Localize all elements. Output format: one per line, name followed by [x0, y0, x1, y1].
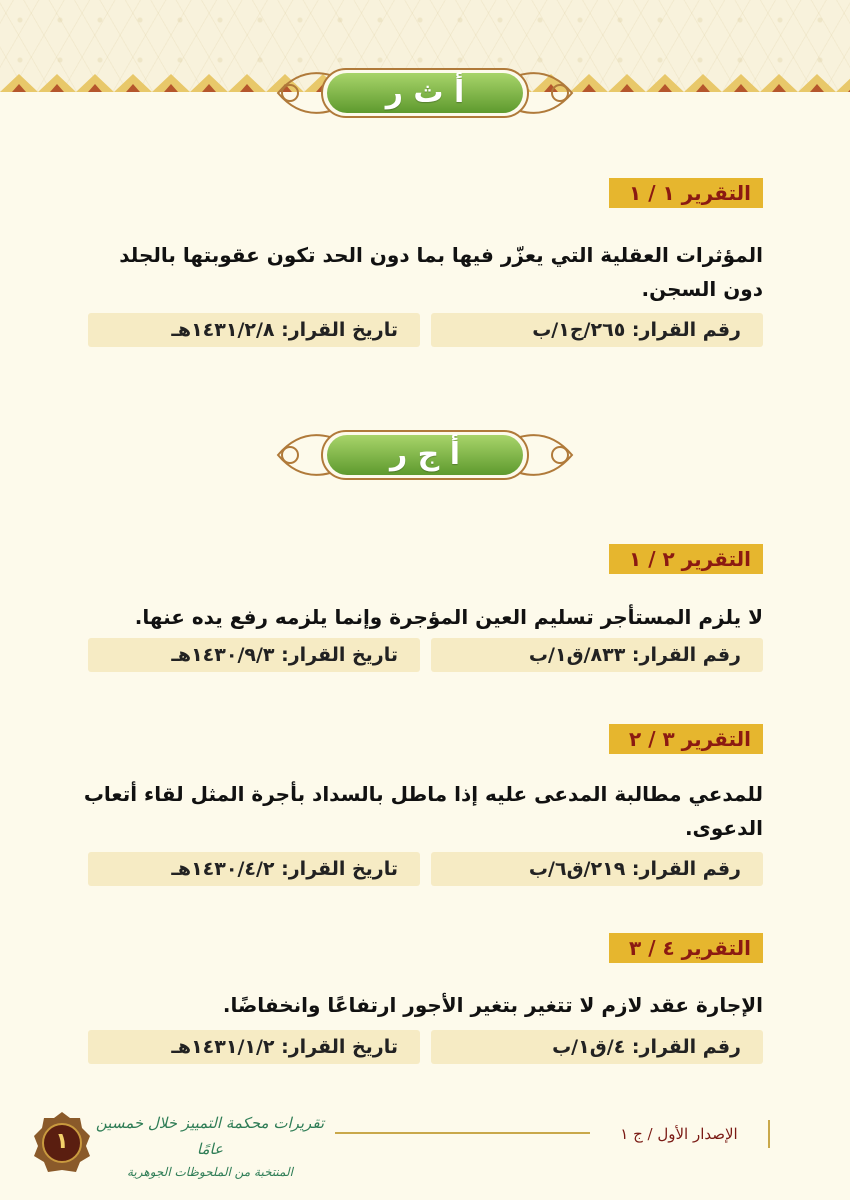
section-header-ajr	[270, 425, 580, 485]
ruling-title: التقرير ٣ / ٢	[609, 724, 763, 754]
page-number: ١	[55, 1129, 69, 1154]
ruling-text: للمدعي مطالبة المدعى عليه إذا ماطل بالسداد بأجرة المثل لقاء أتعاب الدعوى.	[83, 782, 763, 840]
decision-date: تاريخ القرار: ١٤٣٠/٩/٣هـ	[88, 638, 420, 672]
section-title: أ ث ر	[385, 75, 465, 110]
decision-number: رقم القرار: ٢١٩/ق٦/ب	[431, 852, 763, 886]
decision-date: تاريخ القرار: ١٤٣١/٢/٨هـ	[88, 313, 420, 347]
footer-logo	[95, 1110, 325, 1179]
ruling-title: التقرير ١ / ١	[609, 178, 763, 208]
ruling-title: التقرير ٤ / ٣	[609, 933, 763, 963]
logo-line-2: المنتخبة من الملحوظات الجوهرية	[127, 1165, 293, 1179]
logo-line-1: تقريرات محكمة التمييز خلال خمسين عامًا	[95, 1114, 325, 1158]
ruling-text: المؤثرات العقلية التي يعزّر فيها بما دون الحد تكون عقوبتها بالجلد دون السجن.	[119, 243, 763, 301]
section-title: أ ج ر	[389, 437, 461, 472]
decision-number: رقم القرار: ٤/ق١/ب	[431, 1030, 763, 1064]
decision-date: تاريخ القرار: ١٤٣٠/٤/٢هـ	[88, 852, 420, 886]
decision-number: رقم القرار: ٢٦٥/ج١/ب	[431, 313, 763, 347]
decision-date: تاريخ القرار: ١٤٣١/١/٢هـ	[88, 1030, 420, 1064]
ruling-text: لا يلزم المستأجر تسليم العين المؤجرة وإنما يلزمه رفع يده عنها.	[134, 605, 763, 629]
ruling-text: الإجارة عقد لازم لا تتغير بتغير الأجور ارتفاعًا وانخفاضًا.	[222, 993, 763, 1017]
section-header-athar	[270, 63, 580, 123]
footer-volume-label: الإصدار الأول / ج ١	[590, 1120, 770, 1148]
ruling-title: التقرير ٢ / ١	[609, 544, 763, 574]
decision-number: رقم القرار: ٨٣٣/ق١/ب	[431, 638, 763, 672]
